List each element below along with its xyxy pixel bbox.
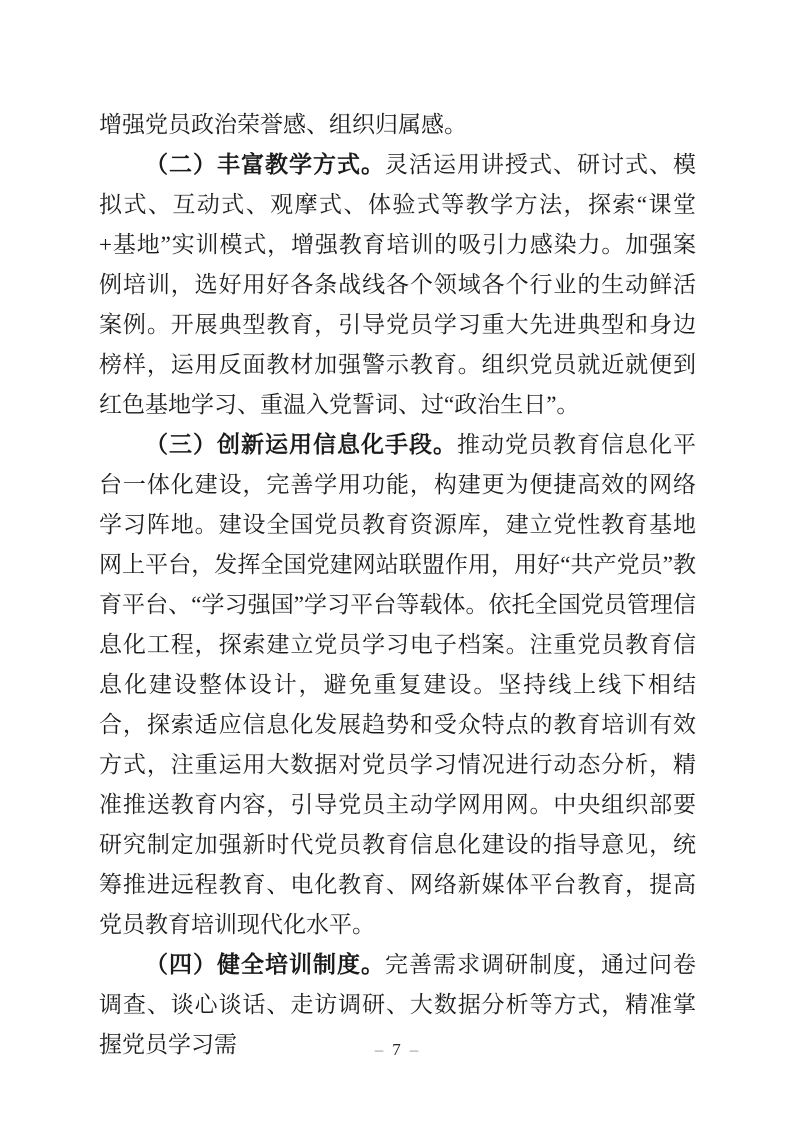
- footer-left-dash: –: [374, 1040, 384, 1059]
- paragraph-text: 推动党员教育信息化平台一体化建设，完善学用功能，构建更为便捷高效的网络学习阵地。建设全国党员教育资源库，建立党性教育基地网上平台，发挥全国党建网站联盟作用，用好“共产党员”教育平台、“学习强国”学习平台等载体。依托全国党员管理信息化工程，探索建立党员学习电子档案。注重党员教育信息化建设整体设计，避免重复建设。坚持线上线下相结合，探索适应信息化发展趋势和受众特点的教育培训有效方式，注重运用大数据对党员学习情况进行动态分析，精准推送教育内容，引导党员主动学网用网。中央组织部要研究制定加强新时代党员教育信息化建设的指导意见，统筹推进远程教育、电化教育、网络新媒体平台教育，提高党员教育培训现代化水平。: [99, 432, 696, 937]
- page-number: 7: [392, 1040, 401, 1059]
- paragraph-text: 完善需求调研制度，通过问卷调查、谈心谈话、走访调研、大数据分析等方式，精准掌握党员学习需: [99, 952, 696, 1057]
- document-body: [99, 105, 696, 1065]
- footer-right-dash: –: [409, 1040, 419, 1059]
- paragraph-heading: （三）创新运用信息化手段。: [145, 432, 457, 457]
- paragraph-heading: （四）健全培训制度。: [145, 952, 385, 977]
- paragraph-text: 灵活运用讲授式、研讨式、模拟式、互动式、观摩式、体验式等教学方法，探索“课堂+基地”实训模式，增强教育培训的吸引力感染力。加强案例培训，选好用好各条战线各个领域各个行业的生动鲜活案例。开展典型教育，引导党员学习重大先进典型和身边榜样，运用反面教材加强警示教育。组织党员就近就便到红色基地学习、重温入党誓词、过“政治生日”。: [99, 152, 696, 417]
- paragraph-continuation: [99, 105, 696, 145]
- page-footer: [0, 1038, 793, 1062]
- paragraph-heading: （二）丰富教学方式。: [145, 152, 385, 177]
- paragraph-section-2: [99, 145, 696, 425]
- paragraph-text: 增强党员政治荣誉感、组织归属感。: [99, 112, 467, 137]
- paragraph-section-3: [99, 425, 696, 945]
